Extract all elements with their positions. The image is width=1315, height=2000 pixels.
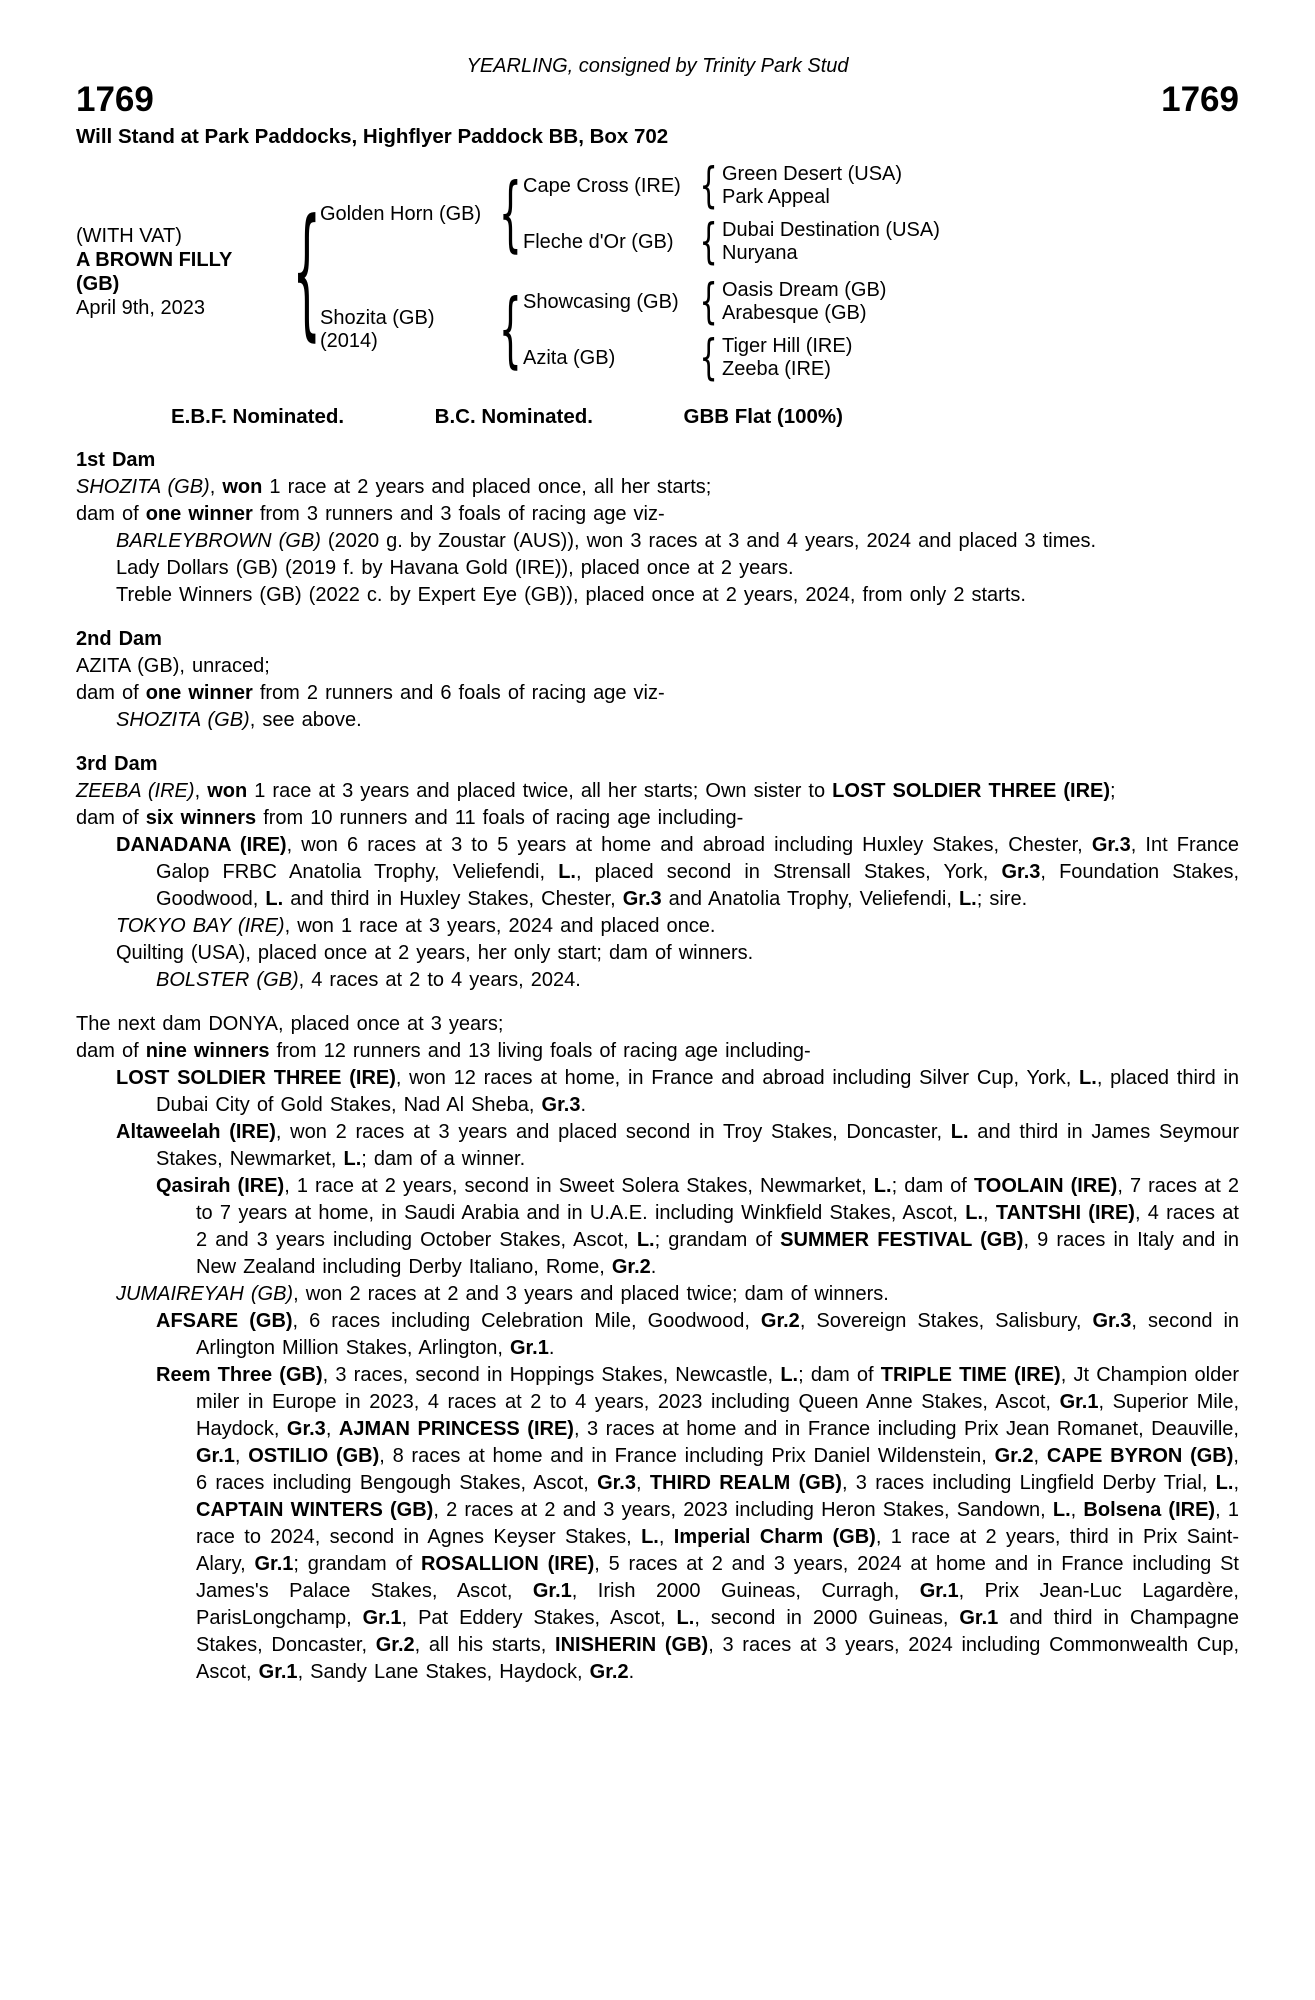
emphasized-text: BOLSTER (GB)	[156, 969, 299, 991]
emphasized-text: Gr.1	[959, 1607, 999, 1629]
emphasized-text: CAPTAIN WINTERS (GB)	[196, 1499, 434, 1521]
great-grandparent-name: Zeeba (IRE)	[722, 358, 831, 380]
emphasized-text: ROSALLION (IRE)	[420, 1553, 595, 1575]
subject-country: (GB)	[76, 273, 120, 295]
emphasized-text: Gr.3	[1001, 861, 1041, 883]
catalogue-paragraph: SHOZITA (GB), see above.	[116, 709, 362, 731]
emphasized-text: Imperial Charm (GB)	[673, 1526, 876, 1548]
emphasized-text: one winner	[145, 503, 253, 525]
emphasized-text: L.	[1215, 1472, 1234, 1494]
dam-sire-branch	[523, 276, 1239, 328]
emphasized-text: L.	[636, 1229, 655, 1251]
pedigree-brace-icon	[696, 216, 722, 268]
emphasized-text: Gr.1	[509, 1337, 549, 1359]
dam-section	[76, 447, 1239, 609]
emphasized-text: SHOZITA (GB)	[116, 709, 250, 731]
pedigree-brace-icon	[497, 171, 523, 257]
ebf-nominated-label: E.B.F. Nominated.	[171, 405, 345, 428]
catalogue-paragraph: dam of one winner from 2 runners and 6 foals of racing age viz-	[76, 682, 665, 704]
sire-branch	[320, 160, 1239, 268]
catalogue-paragraph: LOST SOLDIER THREE (IRE), won 12 races at home, in France and abroad including Silver Cup, York, L., placed third in Dubai City of Gold Stakes, Nad Al Sheba, Gr.3.	[116, 1067, 1239, 1116]
emphasized-text: Gr.3	[1092, 1310, 1132, 1332]
emphasized-text: SHOZITA (GB)	[76, 476, 210, 498]
dam-section-heading: 3rd Dam	[76, 753, 158, 775]
dam-year-line: (2014)	[320, 330, 378, 352]
dam-sections	[76, 447, 1239, 1686]
catalogue-paragraph: Qasirah (IRE), 1 race at 2 years, second in Sweet Solera Stakes, Newmarket, L.; dam of TOOLAIN (IRE), 7 races at 2 to 7 years at home, in Saudi Arabia and in U.A.E. including Winkfield Stakes, Ascot, L., TANTSHI (IRE), 4 races at 2 and 3 years including October Stakes, Ascot, L.; grandam of SUMMER FESTIVAL (GB), 9 races in Italy and in New Zealand including Derby Italiano, Rome, Gr.2.	[156, 1175, 1240, 1278]
emphasized-text: Gr.1	[532, 1580, 572, 1602]
catalogue-paragraph: DANADANA (IRE), won 6 races at 3 to 5 years at home and abroad including Huxley Stakes, Chester, Gr.3, Int France Galop FRBC Anatolia Trophy, Veliefendi, L., placed second in Strensall Stakes, York, Gr.3, Foundation Stakes, Goodwood, L. and third in Huxley Stakes, Chester, Gr.3 and Anatolia Trophy, Veliefendi, L.; sire.	[116, 834, 1239, 910]
emphasized-text: Gr.3	[286, 1418, 326, 1440]
emphasized-text: AJMAN PRINCESS (IRE)	[338, 1418, 574, 1440]
vat-note: (WITH VAT)	[76, 225, 182, 247]
sire-sire-branch	[523, 160, 1239, 212]
emphasized-text: Gr.1	[362, 1607, 402, 1629]
dam-section-heading: 2nd Dam	[76, 628, 162, 650]
catalogue-paragraph: The next dam DONYA, placed once at 3 years;	[76, 1013, 504, 1035]
catalogue-paragraph: dam of six winners from 10 runners and 11 foals of racing age including-	[76, 807, 744, 829]
lot-number-right: 1769	[1161, 80, 1239, 119]
great-grandparent-name: Green Desert (USA)	[722, 163, 903, 185]
pedigree-table	[76, 160, 1239, 384]
emphasized-text: L.	[676, 1607, 695, 1629]
pedigree-parents	[320, 160, 1239, 384]
emphasized-text: L.	[958, 888, 977, 910]
emphasized-text: TRIPLE TIME (IRE)	[880, 1364, 1061, 1386]
emphasized-text: Bolsena (IRE)	[1083, 1499, 1216, 1521]
emphasized-text: OSTILIO (GB)	[248, 1445, 380, 1467]
emphasized-text: Gr.1	[254, 1553, 294, 1575]
catalogue-paragraph: Quilting (USA), placed once at 2 years, her only start; dam of winners.	[116, 942, 754, 964]
emphasized-text: six winners	[145, 807, 257, 829]
emphasized-text: L.	[343, 1148, 362, 1170]
dam-dam-branch	[523, 332, 1239, 384]
great-grandparent-pair	[722, 163, 1239, 209]
catalogue-paragraph: JUMAIREYAH (GB), won 2 races at 2 and 3 years and placed twice; dam of winners.	[116, 1283, 889, 1305]
dam-branch	[320, 276, 1239, 384]
emphasized-text: Reem Three (GB)	[156, 1364, 323, 1386]
catalogue-paragraph: AZITA (GB), unraced;	[76, 655, 270, 677]
catalogue-paragraph: Reem Three (GB), 3 races, second in Hoppings Stakes, Newcastle, L.; dam of TRIPLE TIME (IRE), Jt Champion older miler in Europe in 2023, 4 races at 2 to 4 years, 2023 including Queen Anne Stakes, Ascot, Gr.1, Superior Mile, Haydock, Gr.3, AJMAN PRINCESS (IRE), 3 races at home and in France including Prix Jean Romanet, Deauville, Gr.1, OSTILIO (GB), 8 races at home and in France including Prix Daniel Wildenstein, Gr.2, CAPE BYRON (GB), 6 races including Bengough Stakes, Ascot, Gr.3, THIRD REALM (GB), 3 races including Lingfield Derby Trial, L., CAPTAIN WINTERS (GB), 2 races at 2 and 3 years, 2023 including Heron Stakes, Sandown, L., Bolsena (IRE), 1 race to 2024, second in Agnes Keyser Stakes, L., Imperial Charm (GB), 1 race at 2 years, third in Prix Saint-Alary, Gr.1; grandam of ROSALLION (IRE), 5 races at 2 and 3 years, 2024 at home and in France including St James's Palace Stakes, Ascot, Gr.1, Irish 2000 Guineas, Curragh, Gr.1, Prix Jean-Luc Lagardère, ParisLongchamp, Gr.1, Pat Eddery Stakes, Ascot, L., second in 2000 Guineas, Gr.1 and third in Champagne Stakes, Doncaster, Gr.2, all his starts, INISHERIN (GB), 3 races at 3 years, 2024 including Commonwealth Cup, Ascot, Gr.1, Sandy Lane Stakes, Haydock, Gr.2.	[156, 1364, 1240, 1683]
great-grandparent-name: Park Appeal	[722, 186, 830, 208]
catalogue-paragraph: SHOZITA (GB), won 1 race at 2 years and placed once, all her starts;	[76, 476, 712, 498]
sire-dam-name: Fleche d'Or (GB)	[523, 230, 674, 253]
emphasized-text: CAPE BYRON (GB)	[1046, 1445, 1234, 1467]
great-grandparent-pair	[722, 279, 1239, 325]
pedigree-brace-icon	[696, 160, 722, 212]
emphasized-text: L.	[1079, 1067, 1097, 1089]
emphasized-text: BARLEYBROWN (GB)	[116, 530, 321, 552]
emphasized-text: L.	[950, 1121, 969, 1143]
emphasized-text: ZEEBA (IRE)	[76, 780, 195, 802]
emphasized-text: TOOLAIN (IRE)	[973, 1175, 1118, 1197]
emphasized-text: LOST SOLDIER THREE (IRE)	[832, 780, 1111, 802]
emphasized-text: JUMAIREYAH (GB)	[116, 1283, 294, 1305]
dam-dam-name: Azita (GB)	[523, 346, 616, 369]
emphasized-text: Gr.3	[1091, 834, 1131, 856]
dam-section	[76, 751, 1239, 994]
emphasized-text: Qasirah (IRE)	[156, 1175, 285, 1197]
emphasized-text: SUMMER FESTIVAL (GB)	[780, 1229, 1024, 1251]
dam-name	[320, 307, 497, 353]
sire-grandparents	[523, 160, 1239, 268]
emphasized-text: Gr.1	[258, 1661, 298, 1683]
emphasized-text: L.	[265, 888, 284, 910]
sire-dam-branch	[523, 216, 1239, 268]
emphasized-text: won	[207, 780, 248, 802]
catalogue-paragraph: dam of one winner from 3 runners and 3 foals of racing age viz-	[76, 503, 665, 525]
emphasized-text: L.	[873, 1175, 892, 1197]
emphasized-text: TOKYO BAY (IRE)	[116, 915, 285, 937]
emphasized-text: LOST SOLDIER THREE (IRE)	[116, 1067, 396, 1089]
catalogue-paragraph: Altaweelah (IRE), won 2 races at 3 years and placed second in Troy Stakes, Doncaster, L. and third in James Seymour Stakes, Newmarket, L.; dam of a winner.	[116, 1121, 1240, 1170]
great-grandparent-name: Nuryana	[722, 242, 798, 264]
dam-name-line: Shozita (GB)	[320, 307, 435, 329]
pedigree-brace-icon	[696, 332, 722, 384]
foal-date: April 9th, 2023	[76, 297, 205, 319]
dam-section	[76, 1011, 1239, 1686]
dam-section	[76, 626, 1239, 734]
consignor-line: YEARLING, consigned by Trinity Park Stud	[466, 55, 849, 77]
emphasized-text: Gr.1	[1059, 1391, 1099, 1413]
catalogue-paragraph: TOKYO BAY (IRE), won 1 race at 3 years, 2024 and placed once.	[116, 915, 716, 937]
emphasized-text: AFSARE (GB)	[156, 1310, 293, 1332]
great-grandparent-name: Tiger Hill (IRE)	[722, 335, 853, 357]
pedigree-subject	[76, 224, 294, 320]
dam-section-heading: 1st Dam	[76, 449, 156, 471]
gbb-flat-label: GBB Flat (100%)	[683, 405, 843, 428]
emphasized-text: Altaweelah (IRE)	[116, 1121, 276, 1143]
pedigree-brace-icon	[497, 287, 523, 373]
emphasized-text: Gr.3	[597, 1472, 636, 1494]
emphasized-text: L.	[780, 1364, 799, 1386]
great-grandparent-name: Oasis Dream (GB)	[722, 279, 887, 301]
catalogue-paragraph: BARLEYBROWN (GB) (2020 g. by Zoustar (AUS)), won 3 races at 3 and 4 years, 2024 and placed 3 times.	[116, 530, 1097, 552]
emphasized-text: won	[222, 476, 263, 498]
emphasized-text: DANADANA (IRE)	[116, 834, 287, 856]
catalogue-paragraph: ZEEBA (IRE), won 1 race at 3 years and placed twice, all her starts; Own sister to LOST SOLDIER THREE (IRE);	[76, 780, 1116, 802]
stand-line: Will Stand at Park Paddocks, Highflyer Paddock BB, Box 702	[76, 125, 669, 148]
emphasized-text: THIRD REALM (GB)	[649, 1472, 842, 1494]
emphasized-text: Gr.3	[541, 1094, 581, 1116]
catalogue-paragraph: Lady Dollars (GB) (2019 f. by Havana Gold (IRE)), placed once at 2 years.	[116, 557, 794, 579]
emphasized-text: one winner	[145, 682, 253, 704]
great-grandparent-name: Dubai Destination (USA)	[722, 219, 940, 241]
emphasized-text: Gr.2	[611, 1256, 651, 1278]
catalogue-paragraph: BOLSTER (GB), 4 races at 2 to 4 years, 2024.	[156, 969, 581, 991]
sire-name: Golden Horn (GB)	[320, 202, 482, 225]
emphasized-text: L.	[1052, 1499, 1071, 1521]
emphasized-text: Gr.3	[622, 888, 662, 910]
dam-grandparents	[523, 276, 1239, 384]
nominations-row	[171, 404, 843, 430]
catalogue-paragraph: dam of nine winners from 12 runners and 13 living foals of racing age including-	[76, 1040, 811, 1062]
sire-sire-name: Cape Cross (IRE)	[523, 174, 681, 197]
emphasized-text: L.	[558, 861, 576, 883]
emphasized-text: Gr.2	[760, 1310, 800, 1332]
pedigree-brace-icon	[294, 197, 320, 347]
emphasized-text: Gr.1	[919, 1580, 959, 1602]
dam-sire-name: Showcasing (GB)	[523, 290, 679, 313]
emphasized-text: nine winners	[145, 1040, 270, 1062]
bc-nominated-label: B.C. Nominated.	[434, 405, 593, 428]
catalogue-paragraph: AFSARE (GB), 6 races including Celebration Mile, Goodwood, Gr.2, Sovereign Stakes, Salisbury, Gr.3, second in Arlington Million Stakes, Arlington, Gr.1.	[156, 1310, 1240, 1359]
great-grandparent-pair	[722, 335, 1239, 381]
great-grandparent-name: Arabesque (GB)	[722, 302, 867, 324]
emphasized-text: INISHERIN (GB)	[555, 1634, 709, 1656]
pedigree-brace-icon	[696, 276, 722, 328]
emphasized-text: Gr.1	[196, 1445, 235, 1467]
emphasized-text: Gr.2	[375, 1634, 415, 1656]
emphasized-text: TANTSHI (IRE)	[995, 1202, 1135, 1224]
catalogue-paragraph: Treble Winners (GB) (2022 c. by Expert Eye (GB)), placed once at 2 years, 2024, from only 2 starts.	[116, 584, 1026, 606]
great-grandparent-pair	[722, 219, 1239, 265]
emphasized-text: L.	[641, 1526, 659, 1548]
emphasized-text: Gr.2	[994, 1445, 1034, 1467]
emphasized-text: L.	[965, 1202, 984, 1224]
subject-name: A BROWN FILLY	[76, 249, 233, 271]
lot-number-left: 1769	[76, 80, 154, 119]
emphasized-text: Gr.2	[589, 1661, 629, 1683]
lot-number-row	[76, 80, 1239, 120]
